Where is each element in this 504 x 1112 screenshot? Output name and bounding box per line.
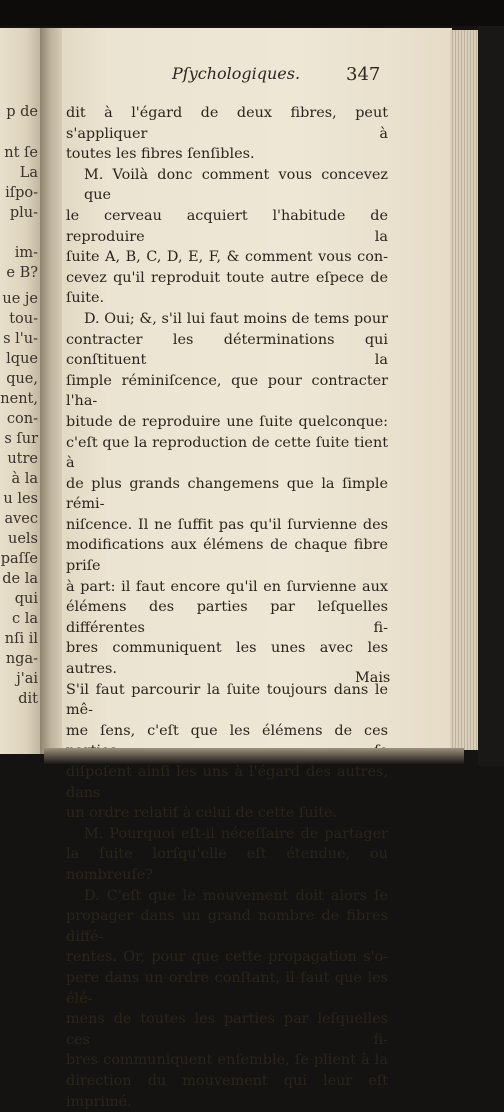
text-line: niſcence. Il ne ſuffit pas qu'il ſurvienne des bbox=[66, 516, 388, 533]
text-line: bitude de reproduire une ſuite quelconque: bbox=[66, 413, 388, 430]
left-page-fragment: dit bbox=[18, 691, 38, 707]
text-line: direction du mouvement qui leur eſt imprimé. bbox=[66, 1072, 388, 1110]
text-line: diſpoſent ainſi les uns à l'égard des autres, dans bbox=[66, 764, 388, 801]
text-line: modifications aux élémens de chaque fibre priſe bbox=[66, 537, 388, 575]
left-page-fragment: de la bbox=[2, 571, 38, 587]
left-page-fragment: plu- bbox=[9, 205, 38, 221]
left-page-fragment: à la bbox=[11, 471, 38, 487]
left-page-fragment: paſſe bbox=[0, 551, 38, 567]
text-line: S'il faut parcourir la ſuite toujours dans le mê- bbox=[66, 681, 388, 719]
left-page-fragment: c la bbox=[11, 611, 38, 627]
left-page-fragment: ue je bbox=[2, 291, 38, 307]
left-page-fragment: e B? bbox=[6, 265, 38, 281]
left-page-fragment: im- bbox=[14, 245, 38, 261]
text-line: dit à l'égard de deux fibres, peut s'appliquer à bbox=[66, 105, 388, 142]
text-line: D. Oui; &, s'il lui faut moins de tems pour bbox=[84, 310, 388, 327]
text-line: un ordre relatif à celui de cette ſuite. bbox=[66, 805, 338, 822]
left-page-fragment: que, bbox=[6, 371, 38, 387]
left-page-edge bbox=[0, 28, 44, 754]
text-line: c'eſt que la reproduction de cette ſuite tient à bbox=[66, 434, 388, 472]
page-number: 347 bbox=[346, 64, 381, 85]
text-line: me ſens, c'eſt que les élémens de ces bbox=[66, 722, 388, 739]
left-page-fragment: lque bbox=[6, 351, 38, 367]
left-page-fragment: j'ai bbox=[16, 671, 38, 687]
text-line: à part: il faut encore qu'il en ſurvienne aux bbox=[66, 578, 388, 595]
text-line: D. C'eſt que le mouvement doit alors ſe bbox=[84, 887, 388, 904]
text-line: M. Pourquoi eſt-il néceſſaire de partager bbox=[84, 825, 388, 842]
left-page-fragment: uels bbox=[8, 531, 38, 547]
text-line: contracter les déterminations qui conſtituent la bbox=[66, 331, 388, 369]
text-line: cevez qu'il reproduit toute autre eſpece de ſuite. bbox=[66, 269, 388, 307]
text-line: élémens des parties par leſquelles différentes fi- bbox=[66, 599, 388, 636]
left-page-fragment: s l'u- bbox=[3, 331, 38, 347]
body-text bbox=[66, 103, 391, 1112]
page-block-edge bbox=[450, 30, 480, 750]
catchword: Mais bbox=[355, 670, 391, 686]
left-page-fragment: s ſur bbox=[4, 431, 38, 447]
left-page-fragment: nſi il bbox=[4, 631, 38, 647]
book-gutter bbox=[40, 28, 64, 754]
book-bottom-shadow bbox=[44, 748, 464, 764]
left-page-fragment: nent, bbox=[0, 391, 38, 407]
left-page-fragment: avec bbox=[4, 511, 38, 527]
text-line: le cerveau acquiert l'habitude de reproduire la bbox=[66, 207, 388, 245]
text-line: toutes les fibres ſenſibles. bbox=[66, 146, 255, 163]
left-page-fragment: qui bbox=[14, 591, 38, 607]
text-line: M. Voilà donc comment vous concevez que bbox=[84, 166, 388, 204]
left-page-fragment: tou- bbox=[9, 311, 38, 327]
left-page-fragment: La bbox=[19, 165, 38, 181]
text-line: la ſuite lorſqu'elle eſt étendue, ou nombreuſe? bbox=[66, 846, 388, 883]
text-line: ſimple réminiſcence, que pour contracter l'ha- bbox=[66, 372, 388, 410]
left-page-fragment: utre bbox=[7, 451, 38, 467]
text-line: propager dans un grand nombre de fibres diffé- bbox=[66, 908, 388, 945]
left-page-fragment: con- bbox=[6, 411, 38, 427]
scan-background-top bbox=[0, 0, 504, 26]
left-page-fragment: nga- bbox=[5, 651, 38, 667]
left-page-fragment: u les bbox=[3, 491, 38, 507]
text-line: de plus grands changemens que la ſimple rémi- bbox=[66, 475, 388, 513]
text-line: ſuite A, B, C, D, E, F, & comment vous con- bbox=[66, 249, 388, 266]
text-line: bres communiquent les unes avec les autres. bbox=[66, 640, 388, 678]
text-line: pere dans un ordre conſtant, il faut que les élé- bbox=[66, 969, 388, 1007]
scan-background-right bbox=[478, 26, 504, 766]
left-page-fragment: p de bbox=[6, 104, 38, 120]
text-line: mens de toutes les parties par leſquelles ces fi- bbox=[66, 1011, 388, 1048]
running-head: Pſychologiques. bbox=[172, 64, 301, 83]
left-page-fragment: nt ſe bbox=[4, 145, 38, 161]
text-line: bres communiquent enſemble, ſe plient à la bbox=[66, 1052, 388, 1069]
text-line: rentes. Or, pour que cette propagation s'o- bbox=[66, 949, 388, 966]
left-page-fragment: iſpo- bbox=[5, 185, 38, 201]
